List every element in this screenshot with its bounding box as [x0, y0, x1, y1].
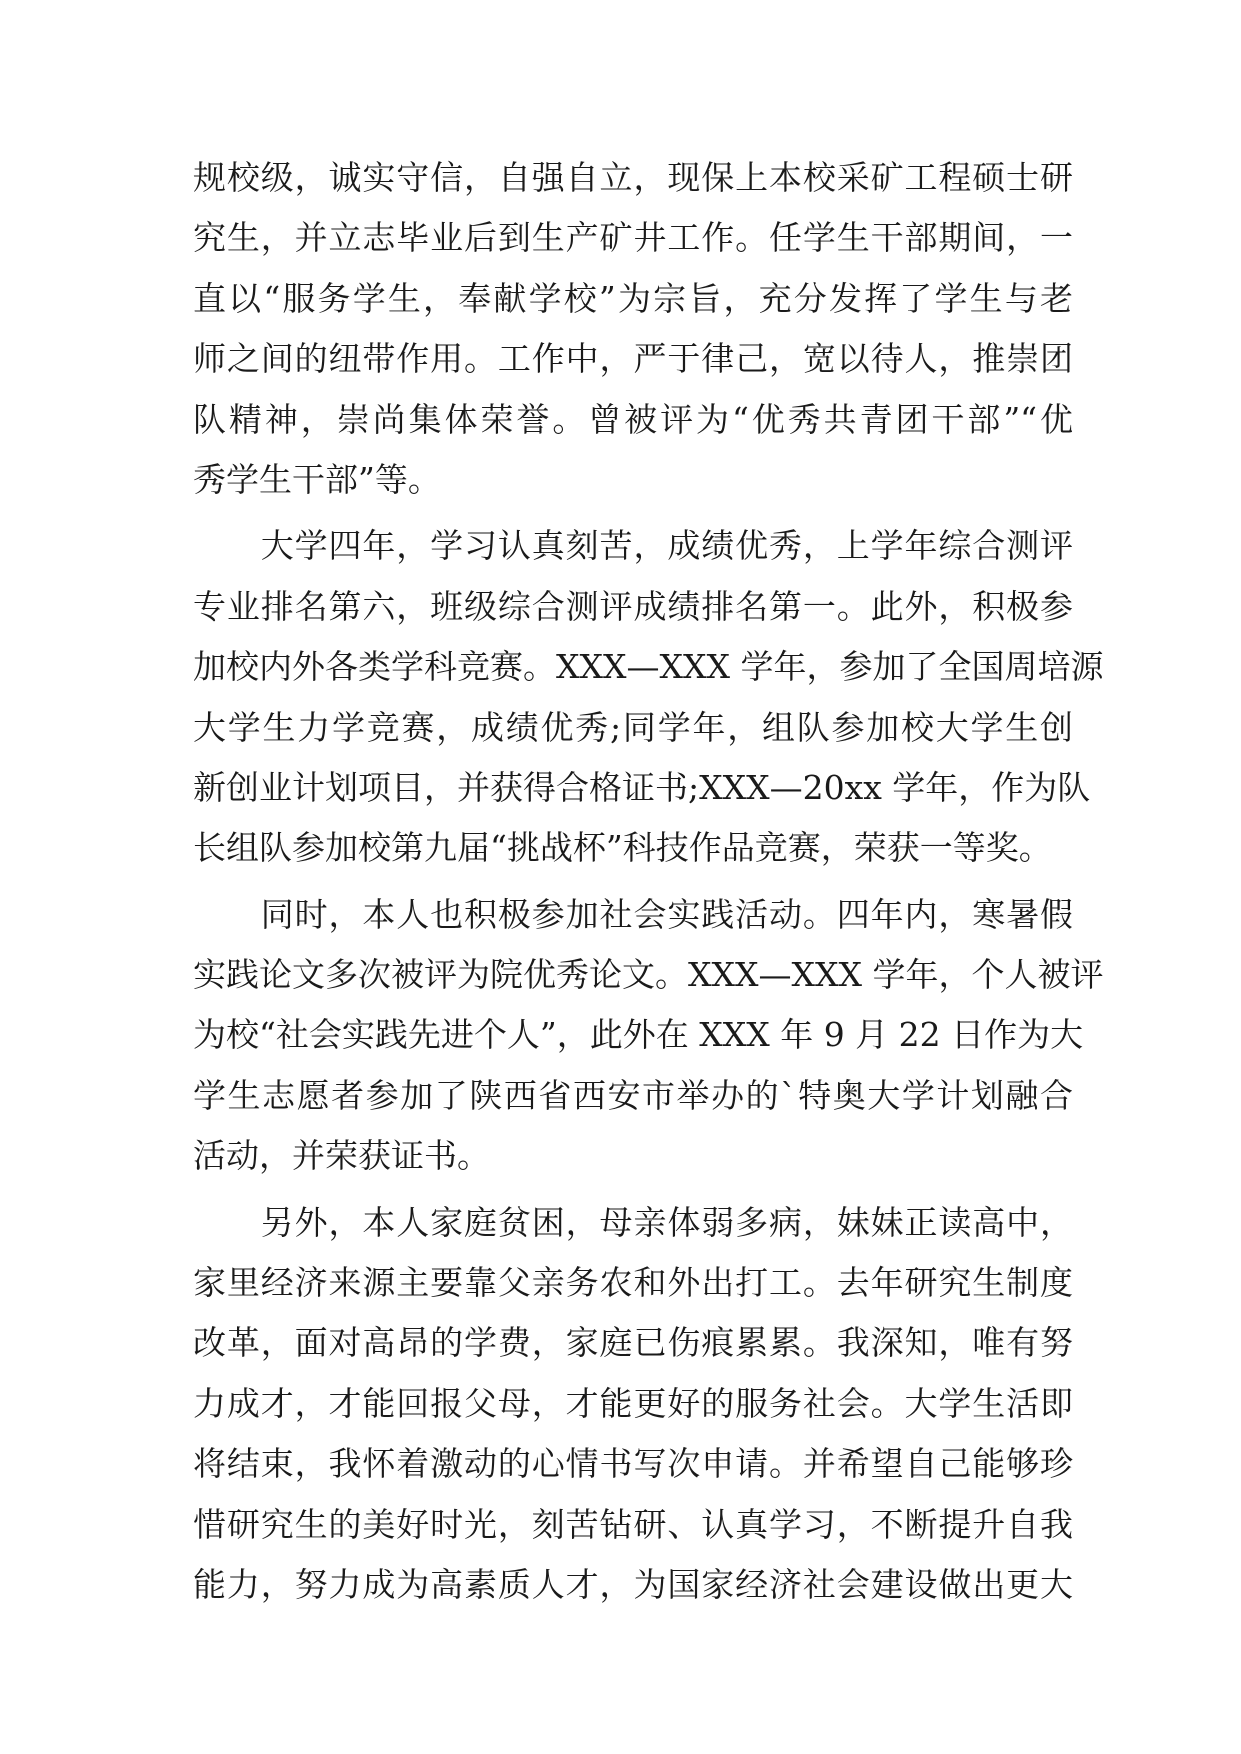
- text-line: 活动，并荣获证书。: [193, 1136, 490, 1176]
- text-line: 学生志愿者参加了陕西省西安市举办的`特奥大学计划融合: [193, 1075, 1073, 1115]
- text-line: 专业排名第六，班级综合测评成绩排名第一。此外，积极参: [193, 586, 1073, 626]
- paragraph-2: [193, 516, 1104, 878]
- text-line: 实践论文多次被评为院优秀论文。XXX—XXX 学年，个人被评: [193, 955, 1104, 995]
- text-line: 同时，本人也积极参加社会实践活动。四年内，寒暑假: [193, 894, 1073, 934]
- text-line: 直以“服务学生，奉献学校”为宗旨，充分发挥了学生与老: [193, 278, 1073, 318]
- text-line: 队精神，崇尚集体荣誉。曾被评为“优秀共青团干部”“优: [193, 399, 1073, 439]
- text-line: 究生，并立志毕业后到生产矿井工作。任学生干部期间，一: [193, 218, 1073, 258]
- body-text: [193, 148, 1104, 1615]
- paragraph-4: [193, 1193, 1073, 1616]
- text-line: 秀学生干部”等。: [193, 459, 441, 499]
- text-line: 大学生力学竞赛，成绩优秀;同学年，组队参加校大学生创: [193, 707, 1073, 747]
- text-line: 新创业计划项目，并获得合格证书;XXX—20xx 学年，作为队: [193, 767, 1091, 807]
- text-line: 改革，面对高昂的学费，家庭已伤痕累累。我深知，唯有努: [193, 1323, 1073, 1363]
- text-line: 为校“社会实践先进个人”，此外在 XXX 年 9 月 22 日作为大: [193, 1015, 1084, 1055]
- text-line: 能力，努力成为高素质人才，为国家经济社会建设做出更大: [193, 1564, 1073, 1604]
- text-line: 加校内外各类学科竞赛。XXX—XXX 学年，参加了全国周培源: [193, 647, 1104, 687]
- text-line: 大学四年，学习认真刻苦，成绩优秀，上学年综合测评: [193, 526, 1073, 566]
- text-line: 长组队参加校第九届“挑战杯”科技作品竞赛，荣获一等奖。: [193, 828, 1052, 868]
- text-line: 规校级，诚实守信，自强自立，现保上本校采矿工程硕士研: [193, 158, 1073, 197]
- paragraph-1: [193, 148, 1073, 510]
- text-line: 惜研究生的美好时光，刻苦钻研、认真学习，不断提升自我: [193, 1504, 1073, 1544]
- text-line: 力成才，才能回报父母，才能更好的服务社会。大学生活即: [193, 1383, 1073, 1423]
- text-line: 家里经济来源主要靠父亲务农和外出打工。去年研究生制度: [193, 1263, 1073, 1303]
- text-line: 将结束，我怀着激动的心情书写次申请。并希望自己能够珍: [193, 1444, 1073, 1484]
- paragraph-3: [193, 885, 1104, 1187]
- text-line: 另外，本人家庭贫困，母亲体弱多病，妹妹正读高中，: [193, 1202, 1073, 1242]
- text-line: 师之间的纽带作用。工作中，严于律己，宽以待人，推崇团: [193, 339, 1073, 379]
